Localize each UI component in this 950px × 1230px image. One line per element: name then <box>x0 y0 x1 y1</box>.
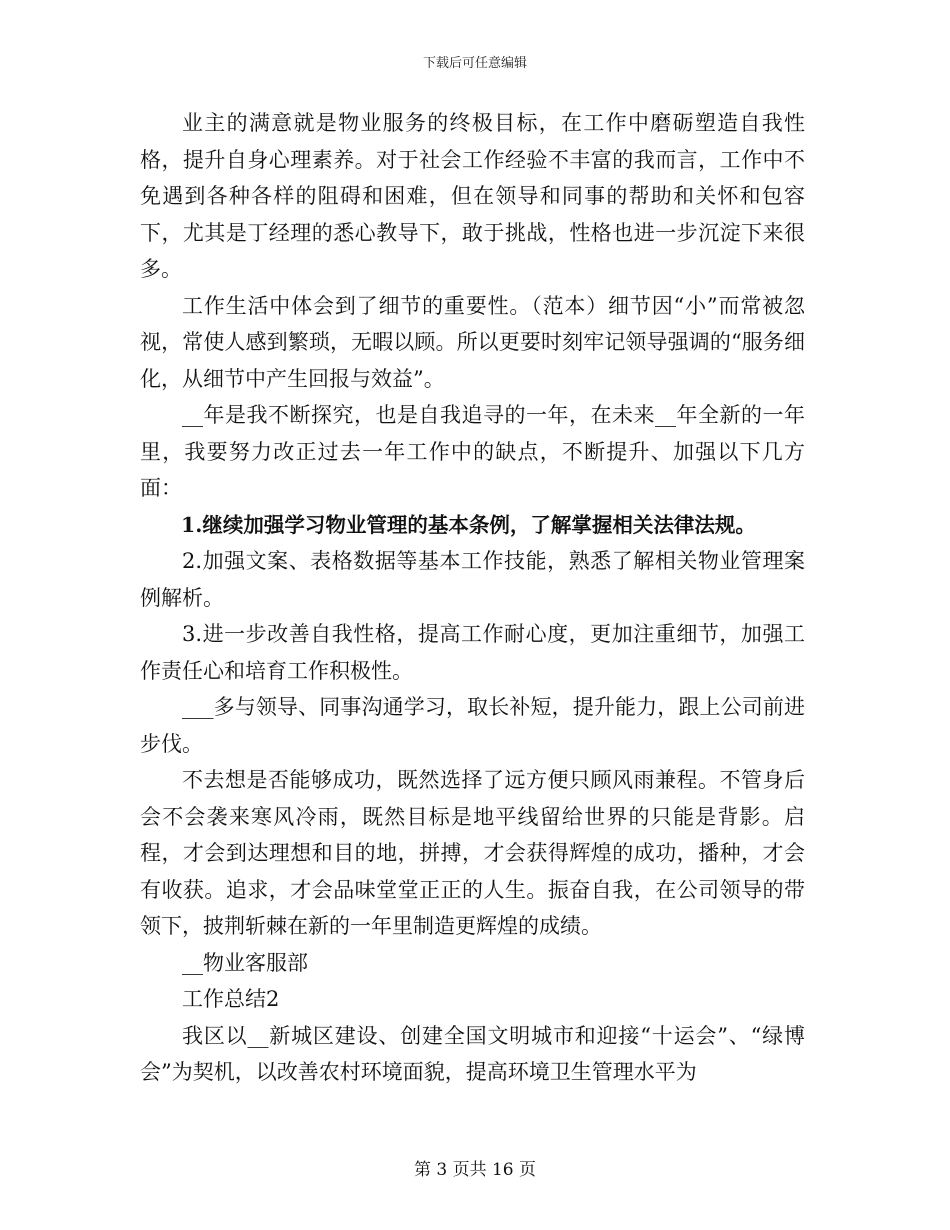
paragraph-2: 工作生活中体会到了细节的重要性。（范本）细节因“小”而常被忽视，常使人感到繁琐，无暇以顾。所以更要时刻牢记领导强调的“服务细化，从细节中产生回报与效益”。 <box>140 293 805 391</box>
paragraph-closing: 不去想是否能够成功，既然选择了远方便只顾风雨兼程。不管身后会不会袭来寒风冷雨，既然目标是地平线留给世界的只能是背影。启程，才会到达理想和目的地，拼搏，才会获得辉煌的成功，播种，才会有收获。追求，才会品味堂堂正正的人生。振奋自我，在公司领导的带领下，披荆斩棘在新的一年里制造更辉煌的成绩。 <box>140 768 805 938</box>
paragraph-1: 业主的满意就是物业服务的终极目标，在工作中磨砺塑造自我性格，提升自身心理素养。对于社会工作经验不丰富的我而言，工作中不免遇到各种各样的阻碍和困难，但在领导和同事的帮助和关怀和包容下，尤其是丁经理的悉心教导下，敢于挑战，性格也进一步沉淀下来很多。 <box>140 111 805 281</box>
paragraph-section-2: 我区以__新城区建设、创建全国文明城市和迎接“十运会”、“绿博会”为契机，以改善农村环境面貌，提高环境卫生管理水平为 <box>140 1023 805 1084</box>
page-number: 第 3 页共 16 页 <box>413 1160 537 1180</box>
list-item-3: 3.进一步改善自我性格，提高工作耐心度，更加注重细节，加强工作责任心和培育工作积极性。 <box>140 622 805 683</box>
signature-department: __物业客服部 <box>182 950 308 975</box>
list-item-2: 2.加强文案、表格数据等基本工作技能，熟悉了解相关物业管理案例解析。 <box>140 549 805 610</box>
list-item-1: 1.继续加强学习物业管理的基本条例，了解掌握相关法律法规。 <box>181 512 756 537</box>
document-body <box>140 105 805 1091</box>
paragraph-3: __年是我不断探究，也是自我追寻的一年，在未来__年全新的一年里，我要努力改正过去一年工作中的缺点，不断提升、加强以下几方面： <box>140 403 805 500</box>
section-title: 工作总结2 <box>182 987 280 1011</box>
page-header-note: 下载后可任意编辑 <box>422 56 527 71</box>
list-item-4: ___多与领导、同事沟通学习，取长补短，提升能力，跟上公司前进步伐。 <box>140 695 805 756</box>
